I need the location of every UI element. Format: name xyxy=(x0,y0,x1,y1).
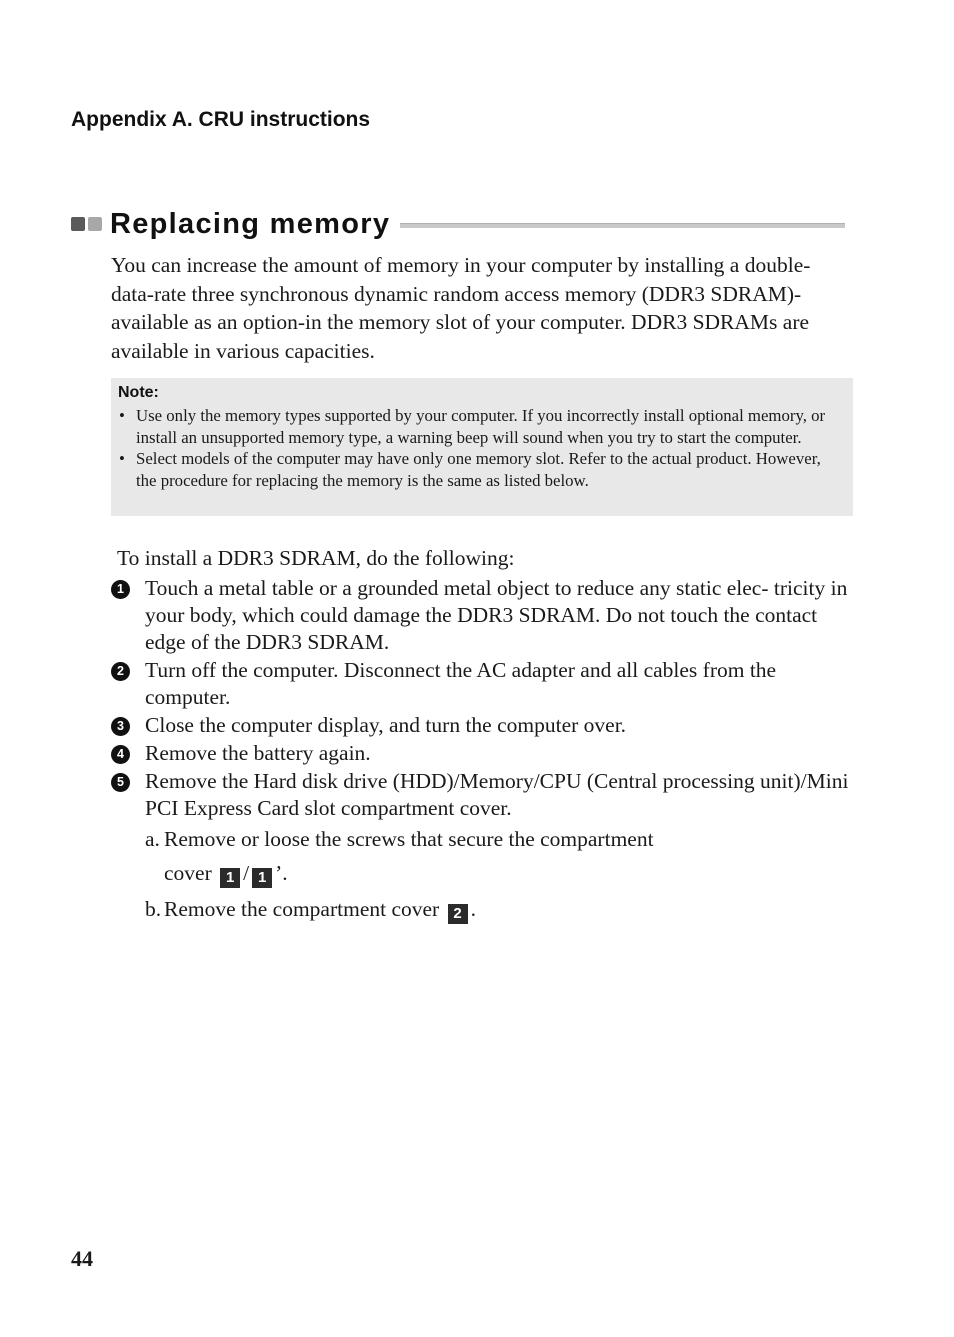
substep-text: Remove the compartment cover xyxy=(164,897,440,921)
light-square-icon xyxy=(88,217,102,231)
substep-item xyxy=(145,896,851,924)
callout-separator: / xyxy=(243,861,250,885)
section-title-row xyxy=(71,204,845,244)
note-item-text: Select models of the computer may have only one memory slot. Refer to the actual product. However, the procedure for replacing the memory is the same as listed below. xyxy=(136,449,821,491)
step-item xyxy=(111,768,851,924)
callout-1-icon: 1 xyxy=(220,868,240,888)
note-label: Note: xyxy=(118,384,159,401)
substep-text: Remove or loose the screws that secure the compartment xyxy=(164,827,654,851)
bullet-icon: • xyxy=(119,406,125,425)
title-squares-icon xyxy=(71,217,102,231)
substep-line2 xyxy=(164,860,851,888)
step-number-icon: 4 xyxy=(111,745,130,764)
substep-suffix: ’. xyxy=(275,861,288,885)
intro-paragraph: You can increase the amount of memory in your computer by installing a double-data-rate three synchronous dynamic random access memory (DDR3 SDRAM)-available as an option-in the memory slot of your computer. DDR3 SDRAMs are available in various capacities. xyxy=(111,253,811,363)
note-box xyxy=(111,378,853,516)
step-item xyxy=(111,740,851,767)
bullet-icon: • xyxy=(119,449,125,469)
step-number-icon: 3 xyxy=(111,717,130,736)
step-text: Remove the Hard disk drive (HDD)/Memory/CPU (Central processing unit)/Mini PCI Express Card slot compartment cover. xyxy=(145,769,849,820)
step-item xyxy=(111,712,851,739)
note-item xyxy=(118,448,845,491)
substep-item xyxy=(145,826,851,888)
substeps-list xyxy=(145,826,851,924)
callout-2-icon: 2 xyxy=(448,904,468,924)
substep-letter: b. xyxy=(145,897,162,921)
step-text: Turn off the computer. Disconnect the AC adapter and all cables from the computer. xyxy=(145,658,777,709)
dark-square-icon xyxy=(71,217,85,231)
step-number-icon: 2 xyxy=(111,662,130,681)
substep-cover-word: cover xyxy=(164,861,212,885)
title-rule xyxy=(400,223,845,228)
steps-list xyxy=(111,575,851,925)
substep-letter: a. xyxy=(145,827,160,851)
step-item xyxy=(111,657,851,711)
page-number: 44 xyxy=(71,1246,93,1271)
step-text: Touch a metal table or a grounded metal object to reduce any static elec- tricity in your body, which could damage the DDR3 SDRAM. Do not touch the contact edge of the DDR3 SDRAM. xyxy=(145,576,848,654)
step-number-icon: 5 xyxy=(111,773,130,792)
substep-suffix: . xyxy=(470,897,476,921)
callout-1-prime-icon: 1 xyxy=(252,868,272,888)
step-item xyxy=(111,575,851,656)
section-title: Replacing memory xyxy=(110,207,391,240)
note-item-text: Use only the memory types supported by your computer. If you incorrectly install optional memory, or install an unsupported memory type, a warning beep will sound when you try to start the computer. xyxy=(136,406,826,447)
install-intro: To install a DDR3 SDRAM, do the following: xyxy=(117,546,515,570)
running-header: Appendix A. CRU instructions xyxy=(71,108,371,131)
note-list xyxy=(118,405,845,492)
note-item xyxy=(118,405,845,448)
step-number-icon: 1 xyxy=(111,580,130,599)
step-text: Close the computer display, and turn the computer over. xyxy=(145,713,627,737)
step-text: Remove the battery again. xyxy=(145,741,371,765)
